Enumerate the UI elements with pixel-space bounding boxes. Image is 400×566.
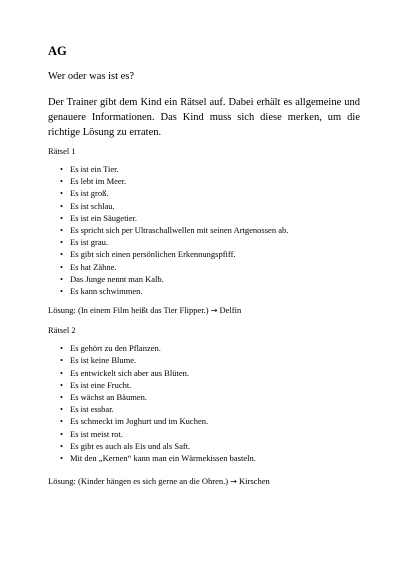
clue-text: Es gibt es auch als Eis und als Saft. <box>70 440 191 451</box>
bullet-icon: • <box>60 440 63 451</box>
bullet-icon: • <box>60 404 63 415</box>
clue-text: Es gehört zu den Pflanzen. <box>70 343 161 354</box>
riddle-2-clue-list <box>48 342 360 464</box>
clue-text: Es ist grau. <box>70 237 109 248</box>
clue-item <box>60 415 360 427</box>
question-line: Wer oder was ist es? <box>48 71 135 82</box>
clue-item <box>60 273 360 285</box>
bullet-icon: • <box>60 237 63 248</box>
clue-item <box>60 391 360 403</box>
solution-text: Lösung: (Kinder hängen es sich gerne an die Ohren.) <box>48 476 229 487</box>
clue-text: Es hat Zähne. <box>70 261 117 272</box>
clue-item <box>60 342 360 354</box>
bullet-icon: • <box>60 286 63 297</box>
clue-item <box>60 367 360 379</box>
clue-text: Es entwickelt sich aber aus Blüten. <box>70 367 189 378</box>
bullet-icon: • <box>60 416 63 427</box>
clue-text: Es gibt sich einen persönlichen Erkennungspfiff. <box>70 249 236 260</box>
clue-text: Es ist ein Säugetier. <box>70 212 138 223</box>
clue-text: Es ist groß. <box>70 188 109 199</box>
clue-item <box>60 403 360 415</box>
riddle-1-title: Rätsel 1 <box>48 146 76 156</box>
clue-item <box>60 261 360 273</box>
bullet-icon: • <box>60 379 63 390</box>
bullet-icon: • <box>60 188 63 199</box>
clue-text: Es ist eine Frucht. <box>70 379 132 390</box>
clue-text: Es kann schwimmen. <box>70 286 143 297</box>
clue-text: Es ist essbar. <box>70 404 114 415</box>
bullet-icon: • <box>60 225 63 236</box>
solution-answer: Delfin <box>219 305 242 316</box>
solution-text: Lösung: (In einem Film heißt das Tier Flipper.) <box>48 305 209 316</box>
bullet-icon: • <box>60 273 63 284</box>
clue-text: Das Junge nennt man Kalb. <box>70 273 164 284</box>
intro-paragraph: Der Trainer gibt dem Kind ein Rätsel auf. Dabei erhält es allgemeine und genauere Informationen. Das Kind muss sich diese merken, um die richtige Lösung zu erraten. <box>48 97 360 138</box>
arrow-right-icon: → <box>230 477 237 487</box>
riddle-2-solution <box>48 476 360 487</box>
riddle-1-clue-list <box>48 163 360 297</box>
clue-item <box>60 354 360 366</box>
clue-item <box>60 224 360 236</box>
riddle-2-title: Rätsel 2 <box>48 325 76 336</box>
clue-text: Es wächst an Bäumen. <box>70 392 147 403</box>
solution-answer: Kirschen <box>239 476 270 487</box>
clue-item <box>60 236 360 248</box>
clue-item <box>60 175 360 187</box>
clue-item <box>60 440 360 452</box>
bullet-icon: • <box>60 453 63 464</box>
clue-text: Es ist ein Tier. <box>70 164 119 174</box>
clue-item <box>60 428 360 440</box>
bullet-icon: • <box>60 367 63 378</box>
bullet-icon: • <box>60 261 63 272</box>
bullet-icon: • <box>60 176 63 187</box>
bullet-icon: • <box>60 428 63 439</box>
clue-text: Es schmeckt im Joghurt und im Kuchen. <box>70 416 209 427</box>
bullet-icon: • <box>60 164 63 174</box>
clue-item <box>60 379 360 391</box>
clue-text: Es ist schlau. <box>70 200 115 211</box>
clue-text: Es spricht sich per Ultraschallwellen mit seinen Artgenossen ab. <box>70 225 289 236</box>
document-page <box>48 44 360 487</box>
clue-item <box>60 163 360 175</box>
bullet-icon: • <box>60 343 63 354</box>
bullet-icon: • <box>60 355 63 366</box>
clue-item <box>60 200 360 212</box>
riddle-1-solution <box>48 305 360 316</box>
clue-item <box>60 248 360 260</box>
clue-text: Es ist keine Blume. <box>70 355 137 366</box>
clue-item <box>60 285 360 297</box>
bullet-icon: • <box>60 249 63 260</box>
clue-item <box>60 212 360 224</box>
bullet-icon: • <box>60 392 63 403</box>
bullet-icon: • <box>60 200 63 211</box>
clue-item <box>60 452 360 464</box>
clue-text: Es lebt im Meer. <box>70 176 127 187</box>
clue-item <box>60 187 360 199</box>
bullet-icon: • <box>60 212 63 223</box>
clue-text: Es ist meist rot. <box>70 428 123 439</box>
arrow-right-icon: → <box>210 306 218 316</box>
clue-text: Mit den „Kernen“ kann man ein Wärmekissen basteln. <box>70 453 256 464</box>
page-heading: AG <box>48 44 67 58</box>
